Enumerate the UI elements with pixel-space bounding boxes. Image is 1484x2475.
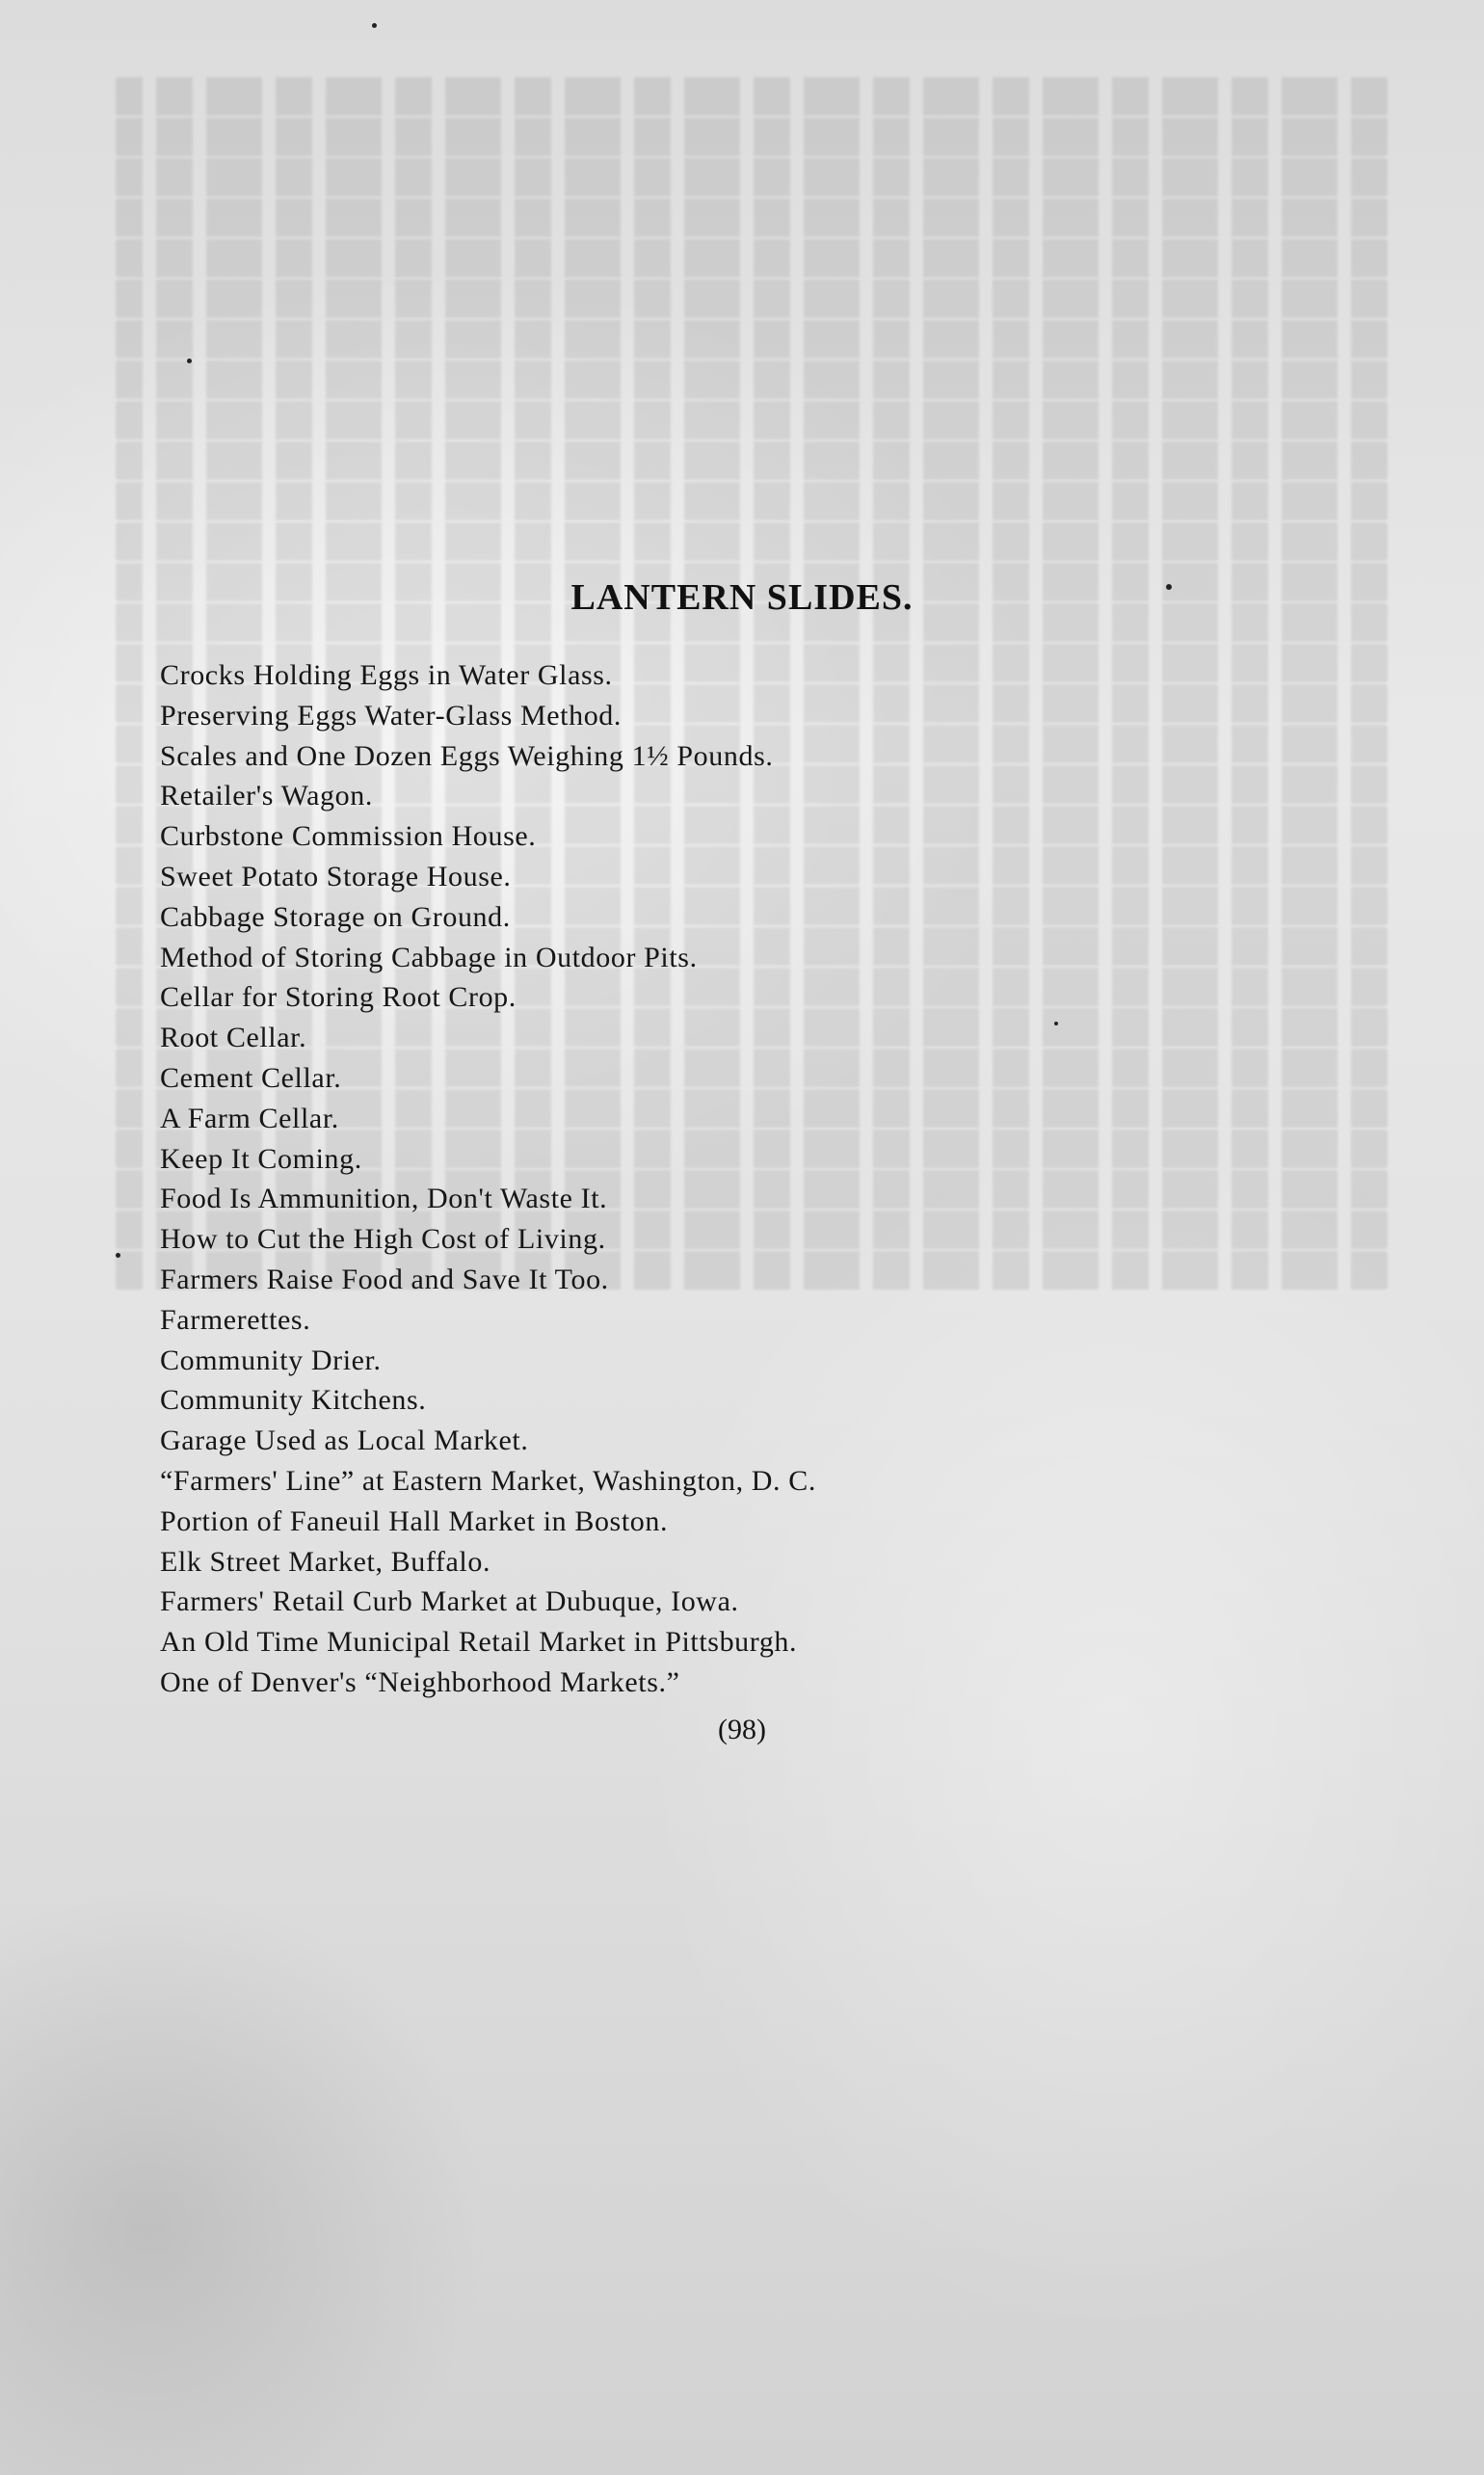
list-item: One of Denver's “Neighborhood Markets.” [160,1665,680,1698]
list-item: A Farm Cellar. [160,1102,339,1134]
list-item: “Farmers' Line” at Eastern Market, Washington, D. C. [160,1464,816,1497]
list-item: Retailer's Wagon. [160,780,373,812]
list-item: Garage Used as Local Market. [160,1424,529,1457]
page-title: LANTERN SLIDES. [570,577,914,618]
list-item: Food Is Ammunition, Don't Waste It. [160,1183,608,1215]
page-number: (98) [718,1714,766,1745]
list-item: Community Drier. [160,1344,382,1376]
list-item: Root Cellar. [160,1022,307,1054]
list-item: How to Cut the High Cost of Living. [160,1223,606,1256]
list-item: Community Kitchens. [160,1384,427,1417]
list-item: Farmers' Retail Curb Market at Dubuque, Iowa. [160,1585,739,1618]
list-item: Crocks Holding Eggs in Water Glass. [160,659,613,691]
list-item: Curbstone Commission House. [160,820,537,853]
list-item: Preserving Eggs Water-Glass Method. [160,699,623,732]
lantern-slides-list [160,655,1316,1703]
list-item: Method of Storing Cabbage in Outdoor Pits. [160,941,698,973]
list-item: Cement Cellar. [160,1061,342,1094]
list-item: Scales and One Dozen Eggs Weighing 1½ Pounds. [160,739,774,772]
list-item: Farmers Raise Food and Save It Too. [160,1263,609,1295]
list-item: Portion of Faneuil Hall Market in Boston. [160,1504,669,1537]
ink-speck [116,1253,120,1258]
list-item: An Old Time Municipal Retail Market in Pittsburgh. [160,1626,798,1659]
list-item: Sweet Potato Storage House. [160,860,512,892]
list-item: Keep It Coming. [160,1142,362,1175]
list-item: Elk Street Market, Buffalo. [160,1545,491,1578]
list-item: Farmerettes. [160,1303,311,1336]
ink-speck [372,23,377,28]
ink-speck [187,359,192,363]
list-item: Cabbage Storage on Ground. [160,900,511,933]
list-item: Cellar for Storing Root Crop. [160,981,517,1014]
